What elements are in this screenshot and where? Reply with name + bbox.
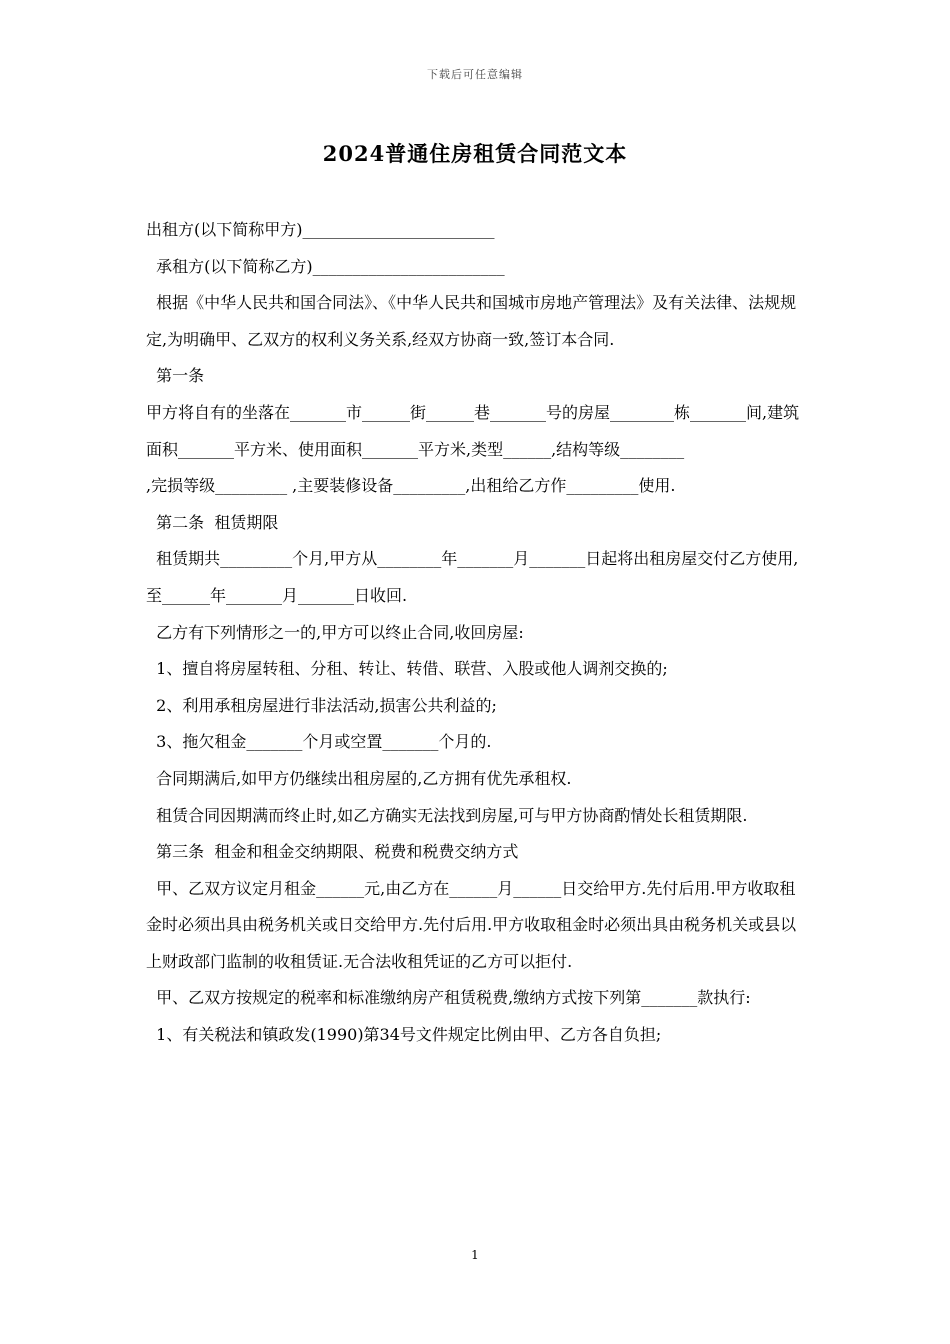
paragraph-renewal-priority: 合同期满后,如甲方仍继续出租房屋的,乙方拥有优先承租权. <box>146 768 572 788</box>
paragraph-lessor: 出租方(以下简称甲方)________________________ <box>146 220 495 239</box>
paragraph-termination-conditions: 乙方有下列情形之一的,甲方可以终止合同,收回房屋: <box>146 622 524 642</box>
paragraph-property-condition: ,完损等级_________ ,主要装修设备_________,出租给乙方作_________使用. <box>146 476 676 496</box>
paragraph-rent-payment: 甲、乙双方议定月租金______元,由乙方在______月______日交给甲方.先付后用.甲方收取租金时必须出具由税务机关或日交给甲方.先付后用.甲方收取租金时必须出具由税务机关或县以上财政部门监制的收租赁证.无合法收租凭证的乙方可以拒付. <box>146 878 797 971</box>
paragraph-legal-basis: 根据《中华人民共和国合同法》、《中华人民共和国城市房地产管理法》及有关法律、法规规定,为明确甲、乙双方的权利义务关系,经双方协商一致,签订本合同. <box>146 293 797 349</box>
page-header-note: 下载后可任意编辑 <box>427 68 523 81</box>
list-item-termination-1: 1、擅自将房屋转租、分租、转让、转借、联营、入股或他人调剂交换的; <box>146 659 668 679</box>
list-item-termination-3: 3、拖欠租金_______个月或空置_______个月的. <box>146 732 492 752</box>
list-item-tax-1: 1、有关税法和镇政发(1990)第34号文件规定比例由甲、乙方各自负担; <box>146 1025 662 1045</box>
article-3-heading: 第三条 租金和租金交纳期限、税费和税费交纳方式 <box>146 842 519 862</box>
paragraph-lessee: 承租方(以下简称乙方)________________________ <box>146 256 505 276</box>
paragraph-tax-payment: 甲、乙双方按规定的税率和标准缴纳房产租赁税费,缴纳方式按下列第_______款执行: <box>146 988 751 1008</box>
paragraph-property-location: 甲方将自有的坐落在_______市______街______巷_______号的房屋________栋_______间,建筑面积_______平方米、使用面积_______平方米,类型______,结构等级________ <box>146 402 800 459</box>
document-title: 2024普通住房租赁合同范文本 <box>322 141 628 166</box>
page-number: 1 <box>471 1248 479 1262</box>
list-item-termination-2: 2、利用承租房屋进行非法活动,损害公共利益的; <box>146 695 497 715</box>
paragraph-lease-term: 租赁期共_________个月,甲方从________年_______月_______日起将出租房屋交付乙方使用,至______年_______月_______日收回. <box>146 549 799 605</box>
document-body <box>146 212 806 1054</box>
article-1-heading: 第一条 <box>146 366 205 386</box>
article-2-heading: 第二条 租赁期限 <box>146 512 279 532</box>
paragraph-term-extension: 租赁合同因期满而终止时,如乙方确实无法找到房屋,可与甲方协商酌情处长租赁期限. <box>146 805 748 825</box>
